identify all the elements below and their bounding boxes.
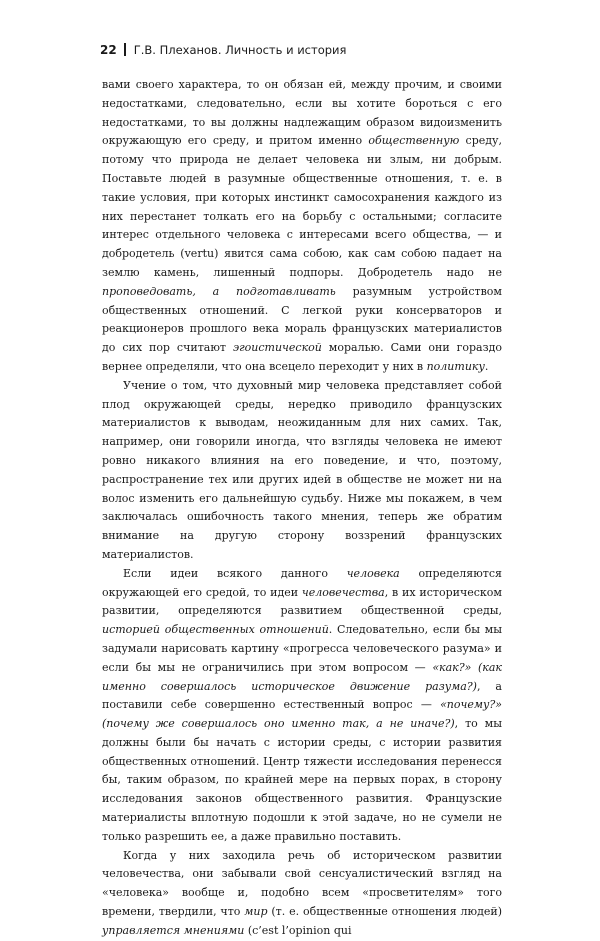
text-run: вами своего характера, то он обязан ей, между прочим, и своими недостатками, следовательно, если вы хотите бороться с его недостатками, то вы должны надлежащим образом видоизменить окружающую его среду, и притом именно — [102, 78, 502, 148]
italic-text-run: человечества — [301, 585, 385, 599]
italic-text-run: эгоистической — [232, 341, 322, 355]
text-run: определяются окружающей его средой, то идеи — [102, 566, 502, 599]
text-run: . — [484, 359, 489, 373]
header-divider — [124, 43, 126, 56]
paragraph-1 — [102, 76, 502, 377]
italic-text-run: политику — [426, 359, 485, 373]
text-run: , то мы должны были бы начать с истории среды, с истории развития общественных отношений. Центр тяжести исследования перенесся бы, таким образом, по крайней мере на первых порах, в сторону исследования законов общественного развития. Французские материалисты вплотную подошли к этой задаче, но не сумели не только разрешить ее, а даже правильно поставить. — [102, 717, 502, 843]
body-text — [102, 76, 502, 941]
italic-text-run: «как?» (как именно совершалось историческое движение разума?) — [102, 660, 502, 693]
paragraph-3 — [102, 565, 502, 847]
text-run: моралью. Сами они гораздо вернее определяли, что она всецело переходит у них в — [102, 341, 502, 373]
text-run: , а поставили себе совершенно естественный вопрос — — [102, 679, 502, 712]
text-run: . Следовательно, если бы мы задумали нарисовать картину «прогресса человеческого разума» и если бы мы не ограничились при этом вопросом — — [102, 623, 502, 674]
text-run: разумным устройством общественных отношений. С легкой руки консерваторов и реакционеров прошлого века мораль французских материалистов до сих пор считают — [102, 284, 502, 355]
running-title: Г.В. Плеханов. Личность и история — [133, 43, 347, 57]
italic-text-run: управляется мнениями — [102, 923, 245, 937]
paragraph-4 — [102, 847, 502, 941]
italic-text-run: «почему?» (почему же совершалось оно именно так, а не иначе?) — [102, 698, 502, 731]
text-run: , в их историческом развитии, определяются развитием общественной среды, — [102, 585, 502, 618]
paragraph-2 — [102, 377, 502, 565]
italic-text-run: человека — [346, 566, 400, 580]
running-head — [100, 43, 346, 57]
italic-text-run: проповедовать, а подготавливать — [102, 284, 336, 298]
text-run: Если идеи всякого данного — [123, 566, 347, 580]
text-run: Учение о том, что духовный мир человека представляет собой плод окружающей среды, нередко приводило французских материалистов к выводам, неожиданным для них самих. Так, например, они говорили иногда, что взгляды человека не имеют ровно никакого влияния на его поведение, и что, поэтому, распространение тех или других идей в обществе не может ни на волос изменить его дальнейшую судьбу. Ниже мы покажем, в чем заключалась ошибочность такого мнения, теперь же обратим внимание на другую сторону воззрений французских материалистов. — [102, 378, 502, 561]
text-run: среду, потому что природа не делает человека ни злым, ни добрым. Поставьте людей в разумные общественные отношения, т. е. в такие условия, при которых инстинкт самосохранения каждого из них перестанет толкать его на борьбу с остальными; согласите интерес отдельного человека с интересами всего общества, — и добродетель (vertu) явится сама собою, как сам собою падает на землю камень, лишенный подпоры. Добродетель надо не — [102, 134, 502, 279]
page-number: 22 — [100, 43, 117, 57]
italic-text-run: историей общественных отношений — [102, 623, 329, 637]
text-run: Когда у них заходила речь об историческом развитии человечества, они забывали свой сенсуалистический взгляд на «человека» вообще и, подобно всем «просветителям» того времени, твердили, что — [102, 848, 502, 919]
text-run: (c’est l’opinion qui — [244, 923, 352, 937]
text-run: (т. е. общественные отношения людей) — [267, 905, 502, 919]
italic-text-run: общественную — [368, 134, 460, 148]
italic-text-run: мир — [244, 905, 268, 919]
